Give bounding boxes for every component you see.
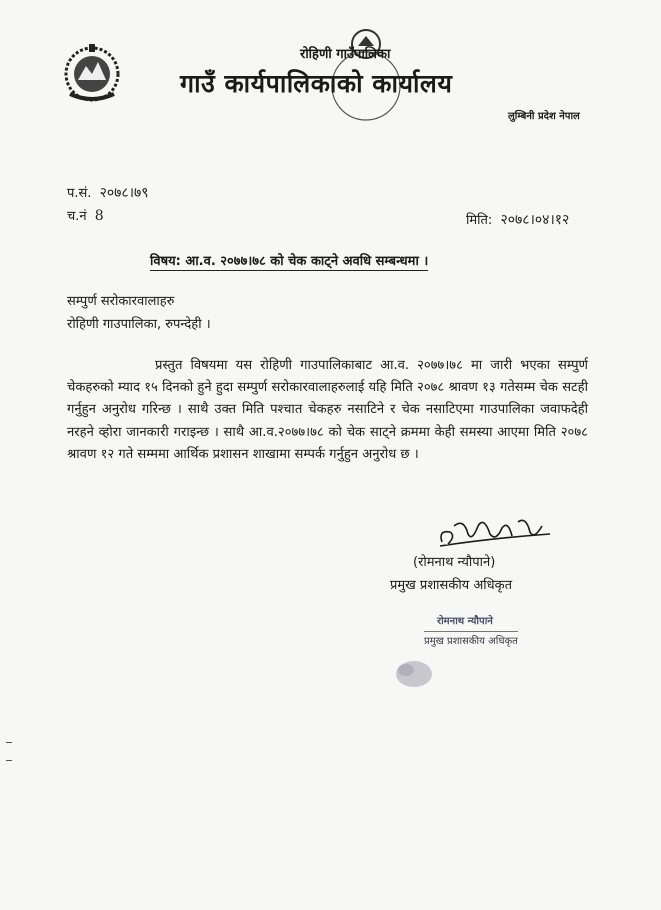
cn-value: 8 [94, 208, 104, 224]
margin-mark [6, 742, 12, 743]
letter-body [67, 355, 588, 466]
stamp-title: प्रमुख प्रशासकीय अधिकृत [424, 631, 518, 647]
date-value: २०७८।०४।१२ [500, 212, 570, 228]
reference-number [67, 183, 149, 202]
letter-date [466, 210, 569, 229]
body-paragraph: प्रस्तुत विषयमा यस रोहिणी गाउपालिकाबाट आ.व. २०७७।७८ मा जारी भएका सम्पुर्ण चेकहरुको म्याद १५ दिनको हुने हुदा सम्पुर्ण सरोकारवालाहरुलाई यहि मिति २०७८ श्रावण १३ गतेसम्म चेक सटही गर्नुहुन अनुरोध गरिन्छ । साथै उक्त मिति पश्चात चेकहरु नसाटिने र चेक नसाटिएमा गाउपालिका जवाफदेही नरहने व्होरा जानकारी गराइन्छ । साथै आ.व.२०७७।७८ को चेक साट्ने क्रममा केही समस्या आएमा मिति २०७८ श्रावण १२ गते सम्ममा आर्थिक प्रशासन शाखामा सम्पर्क गर्नुहुन अनुरोध छ । [67, 358, 588, 462]
stamp-name: रोमनाथ न्यौपाने [437, 616, 493, 627]
signer-title: प्रमुख प्रशासकीय अधिकृत [390, 578, 513, 593]
province-label: लुम्बिनी प्रदेश नेपाल [508, 111, 580, 122]
office-name: रोहिणी गाउँपालिका [300, 47, 391, 62]
signature-icon [434, 512, 554, 552]
office-title: गाउँ कार्यपालिकाको कार्यालय [180, 69, 453, 98]
date-label: मिति: [466, 213, 493, 228]
recipient-line-1: सम्पुर्ण सरोकारवालाहरु [67, 294, 175, 309]
cn-label: च.नं [67, 209, 87, 224]
recipient-line-2: रोहिणी गाउपालिका, रुपन्देही । [67, 317, 211, 332]
ink-smudge-icon [392, 656, 438, 692]
subject-line: विषय: आ.व. २०७७।७८ को चेक काट्ने अवधि सम्बन्धमा । [150, 251, 428, 271]
signer-name: (रोमनाथ न्यौपाने) [413, 555, 496, 570]
margin-mark [6, 760, 12, 761]
dispatch-number [67, 206, 104, 224]
ps-value: २०७८।७९ [99, 185, 149, 201]
ps-label: प.सं. [67, 186, 92, 201]
government-emblem-icon [52, 40, 132, 110]
